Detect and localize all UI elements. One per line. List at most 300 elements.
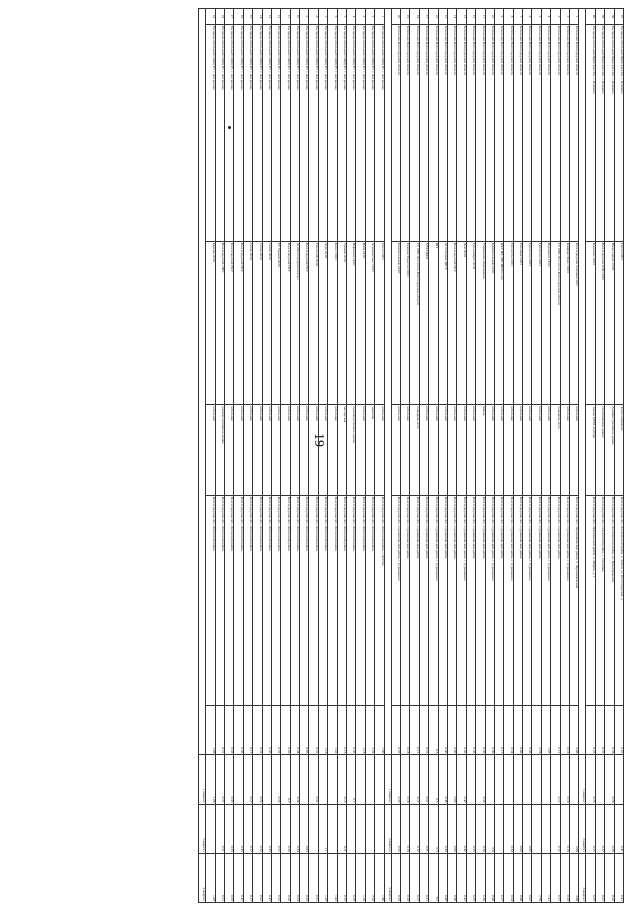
table-row bbox=[457, 9, 466, 903]
table-cell-kind: котельная bbox=[281, 405, 290, 495]
table-cell-kind: здание МТМ, контора bbox=[586, 405, 595, 495]
table-cell-v3: 0.92 bbox=[523, 804, 532, 853]
table-cell-addr: Волгоградская обл., Котовский район bbox=[215, 495, 224, 705]
table-cell-owner: ГУ МЧС России по Волгоградской области bbox=[551, 241, 560, 405]
table-cell-v4: 0.20 bbox=[347, 853, 356, 902]
table-cell-kind: административное здание bbox=[215, 405, 224, 495]
table-cell-addr: Волгоградская обл., Суровикинский район, г. Суровикино bbox=[541, 495, 550, 705]
table-cell-v3: 0.22 bbox=[595, 804, 604, 853]
table-cell-v3 bbox=[494, 804, 503, 853]
table-cell-v1: 0.20 bbox=[347, 706, 356, 755]
table-cell-kind: котельная bbox=[419, 405, 428, 495]
table-cell-type: Котельная Волгоградской области bbox=[391, 24, 400, 241]
table-cell-kind: котельная bbox=[234, 405, 243, 495]
table-cell-owner: Коммунальщик ООО bbox=[391, 241, 400, 405]
table-cell-kind: котельная bbox=[206, 405, 215, 495]
table-cell-kind: котельная bbox=[262, 405, 271, 495]
table-cell-type: Распределительный САИД РС с. Антропово bbox=[365, 24, 374, 241]
quarter-header-cell: 1 квартал bbox=[199, 755, 206, 804]
table-cell-addr: Волгоградская обл., Ольховский район, с. Ольховка bbox=[595, 495, 604, 705]
table-row bbox=[328, 9, 337, 903]
table-cell-v3: 0.63 bbox=[300, 804, 309, 853]
table-cell-owner: Теплосеть ООО bbox=[504, 241, 513, 405]
quarter-header-row bbox=[199, 9, 206, 903]
table-cell-v3: 0.5 bbox=[429, 804, 438, 853]
table-cell-v2: 0.40 bbox=[438, 755, 447, 804]
table-cell-v4: 1.41 bbox=[541, 853, 550, 902]
table-row bbox=[523, 9, 532, 903]
table-row bbox=[541, 9, 550, 903]
table-cell-v1: 0.34 bbox=[290, 706, 299, 755]
table-cell-v4: 1.06 bbox=[206, 853, 215, 902]
table-cell-v2 bbox=[365, 755, 374, 804]
table-cell-v2: 0.25 bbox=[586, 755, 595, 804]
table-cell-v3: 0.35 bbox=[466, 804, 475, 853]
table-cell-addr: Волгоградская обл., Суровикинский район bbox=[532, 495, 541, 705]
table-cell-v1: 3.88 bbox=[570, 706, 579, 755]
table-cell-owner: Югра Сервис ООО bbox=[605, 241, 614, 405]
table-row bbox=[281, 9, 290, 903]
table-cell-v2 bbox=[356, 755, 365, 804]
quarter-header-cell: 2 квартал bbox=[579, 804, 586, 853]
table-cell-kind: котельная bbox=[300, 405, 309, 495]
quarter-header-cell: 3 квартал bbox=[384, 853, 391, 902]
table-cell-v1: 0.01 bbox=[614, 706, 623, 755]
table-row bbox=[595, 9, 604, 903]
table-body bbox=[199, 9, 624, 903]
table-cell-type: Распределительный САИД РС с. Антропово bbox=[224, 24, 233, 241]
table-cell-kind: котельная bbox=[309, 405, 318, 495]
table-cell-v4: 0.45 bbox=[234, 853, 243, 902]
table-cell-type: Распределительный Пермская Обл. с. Комнаты bbox=[595, 24, 604, 241]
table-cell-v4: 0.63 bbox=[300, 853, 309, 902]
table-row bbox=[605, 9, 614, 903]
table-cell-v2: 0.42 bbox=[457, 755, 466, 804]
table-cell-v1: 0.35 bbox=[466, 706, 475, 755]
table-cell-owner: Нефтяник ООО bbox=[347, 241, 356, 405]
table-row bbox=[271, 9, 280, 903]
table-cell-type: Котельная Волгоградской области bbox=[466, 24, 475, 241]
table-cell-v2 bbox=[532, 755, 541, 804]
table-cell-owner: Нива ООО bbox=[356, 241, 365, 405]
table-cell-v1: 1.80 bbox=[375, 706, 384, 755]
table-cell-n: 3 bbox=[356, 9, 365, 25]
table-cell-v4: 0.16 bbox=[560, 853, 569, 902]
quarter-header-spacer bbox=[579, 9, 586, 755]
table-row bbox=[262, 9, 271, 903]
table-cell-owner: ГУ МЧС России по Волгоградской области bbox=[410, 241, 419, 405]
table-cell-addr: Волгоградская обл., Котовский район bbox=[318, 495, 327, 705]
table-cell-v3: 3.88 bbox=[570, 804, 579, 853]
table-cell-type: Распределительный САИД РС с. Антропово bbox=[300, 24, 309, 241]
table-cell-v2: 0.22 bbox=[253, 755, 262, 804]
table-cell-type: Котельная Волгоградской области bbox=[457, 24, 466, 241]
table-cell-kind: котельная bbox=[375, 405, 384, 495]
table-cell-addr: Волгоградская обл., Суровикинский район bbox=[410, 495, 419, 705]
table-cell-owner: ЕТ Урожай ООО bbox=[271, 241, 280, 405]
table-cell-v2 bbox=[494, 755, 503, 804]
table-cell-type: Котельная Волгоградской области bbox=[485, 24, 494, 241]
table-row bbox=[551, 9, 560, 903]
table-cell-n: 19 bbox=[401, 9, 410, 25]
table-cell-v1: 0.20 bbox=[281, 706, 290, 755]
scanned-sheet bbox=[8, 8, 632, 901]
table-cell-owner: Водоканал ООО bbox=[541, 241, 550, 405]
table-cell-owner: Агрокомплекс ООО bbox=[365, 241, 374, 405]
table-cell-kind: котельная bbox=[243, 405, 252, 495]
table-cell-type: Распределительный Пермская Обл. с. Комнаты bbox=[586, 24, 595, 241]
table-row bbox=[614, 9, 623, 903]
table-cell-n: 8 bbox=[309, 9, 318, 25]
table-cell-owner: Теплоснаб ООО bbox=[309, 241, 318, 405]
table-cell-v3: 1.1 bbox=[318, 804, 327, 853]
table-cell-n: 15 bbox=[243, 9, 252, 25]
table-cell-n: 11 bbox=[281, 9, 290, 25]
table-row bbox=[560, 9, 569, 903]
table-cell-v3: 0.33 bbox=[224, 804, 233, 853]
table-cell-v2: 0.31 bbox=[309, 755, 318, 804]
table-cell-type: Распределительный САИД РС с. Антропово bbox=[337, 24, 346, 241]
quarter-header-cell: 1 квартал bbox=[579, 755, 586, 804]
table-cell-v4: 0.92 bbox=[523, 853, 532, 902]
table-cell-type: Распределительный САИД РС с. Антропово bbox=[328, 24, 337, 241]
table-cell-owner: Комфорт Плюс ООО bbox=[560, 241, 569, 405]
table-row bbox=[504, 9, 513, 903]
table-cell-addr: Волгоградская обл., Суровикинский район bbox=[438, 495, 447, 705]
table-cell-v3: 0.34 bbox=[290, 804, 299, 853]
table-cell-v2 bbox=[595, 755, 604, 804]
table-cell-v4: 1.18 bbox=[356, 853, 365, 902]
table-cell-owner: Волгоградская ОЭК ООО bbox=[595, 241, 604, 405]
table-cell-owner: Управление образования bbox=[476, 241, 485, 405]
table-cell-n: 16 bbox=[234, 9, 243, 25]
table-cell-kind: котельная bbox=[318, 405, 327, 495]
quarter-header-spacer bbox=[384, 9, 391, 755]
table-cell-n: 16 bbox=[429, 9, 438, 25]
table-cell-v3: 0.45 bbox=[262, 804, 271, 853]
table-cell-type: Распределительный Пермская Обл. с. Комнаты bbox=[614, 24, 623, 241]
table-cell-v4: 0.31 bbox=[309, 853, 318, 902]
table-cell-v1: 0.60 bbox=[513, 706, 522, 755]
table-cell-v2 bbox=[234, 755, 243, 804]
table-cell-v2: 0.12 bbox=[551, 755, 560, 804]
table-cell-type: Котельная Волгоградской области bbox=[419, 24, 428, 241]
table-cell-type: Распределительный САИД РС с. Антропово bbox=[262, 24, 271, 241]
table-cell-v3 bbox=[365, 804, 374, 853]
table-cell-v2: 0.26 bbox=[605, 755, 614, 804]
table-cell-owner: ИП bbox=[429, 241, 438, 405]
table-cell-v1: 0.17 bbox=[494, 706, 503, 755]
table-cell-v3: 0.12 bbox=[410, 804, 419, 853]
table-cell-v1: 0.15 bbox=[337, 706, 346, 755]
table-cell-v3: 0.60 bbox=[447, 804, 456, 853]
table-cell-addr: Волгоградская обл., Котовский район bbox=[234, 495, 243, 705]
table-cell-v2 bbox=[570, 755, 579, 804]
table-cell-kind: котельная bbox=[290, 405, 299, 495]
table-cell-type: Котельная Волгоградской области bbox=[438, 24, 447, 241]
table-row bbox=[309, 9, 318, 903]
table-cell-v1: 0.33 bbox=[224, 706, 233, 755]
table-cell-n: 1 bbox=[375, 9, 384, 25]
table-cell-v4: 0.60 bbox=[513, 853, 522, 902]
table-row bbox=[438, 9, 447, 903]
table-cell-owner: Сигма ООО bbox=[262, 241, 271, 405]
table-cell-v3: 0.40 bbox=[438, 804, 447, 853]
table-cell-type: Распределительный САИД РС с. Антропово bbox=[271, 24, 280, 241]
table-cell-type: Распределительный САИД РС с. Антропово bbox=[375, 24, 384, 241]
table-cell-addr: Волгоградская обл., Суровикинский район, г. Суровикино bbox=[504, 495, 513, 705]
table-cell-type: Распределительный САИД РС с. Антропово bbox=[234, 24, 243, 241]
page-number: 19 bbox=[311, 433, 326, 447]
table-cell-n: 6 bbox=[523, 9, 532, 25]
table-cell-type: Распределительный САИД РС с. Антропово bbox=[206, 24, 215, 241]
quarter-header-cell: 1 квартал bbox=[384, 755, 391, 804]
table-cell-owner: Волгоградский ГКУ bbox=[234, 241, 243, 405]
table-cell-v3: 0.11 bbox=[337, 804, 346, 853]
table-cell-n: 12 bbox=[271, 9, 280, 25]
table-cell-kind: котельная bbox=[513, 405, 522, 495]
table-cell-v3: 0.51 bbox=[419, 804, 428, 853]
table-cell-owner: Березка ООО bbox=[206, 241, 215, 405]
table-cell-v4: 0.12 bbox=[410, 853, 419, 902]
table-cell-v2: 0.16 bbox=[560, 755, 569, 804]
table-cell-type: Распределительный САИД РС с. Антропово bbox=[309, 24, 318, 241]
table-cell-v1: 0.63 bbox=[300, 706, 309, 755]
table-cell-v1: 1.06 bbox=[206, 706, 215, 755]
table-cell-v4: 0.17 bbox=[243, 853, 252, 902]
table-row bbox=[391, 9, 400, 903]
table-cell-kind: зерноток bbox=[365, 405, 374, 495]
table-cell-owner: ФКУ ИК УФСИН России bbox=[494, 241, 503, 405]
table-cell-v4: 0.41 bbox=[614, 853, 623, 902]
table-cell-n: 10 bbox=[485, 9, 494, 25]
table-cell-type: Котельная Волгоградской области bbox=[532, 24, 541, 241]
table-row bbox=[513, 9, 522, 903]
table-row bbox=[375, 9, 384, 903]
table-cell-n: 3 bbox=[551, 9, 560, 25]
table-cell-owner: Тепло ООО bbox=[614, 241, 623, 405]
table-cell-v4: 0.17 bbox=[551, 853, 560, 902]
table-cell-type: Котельная Волгоградской области bbox=[429, 24, 438, 241]
table-cell-v1: 0.45 bbox=[262, 706, 271, 755]
table-cell-type: Распределительный САИД РС с. Антропово bbox=[347, 24, 356, 241]
table-cell-v2: 0.18 bbox=[401, 755, 410, 804]
table-cell-addr: Волгоградская обл., Чернышковский район, п. Чернышковский bbox=[570, 495, 579, 705]
rotated-table-container bbox=[16, 8, 624, 903]
table-cell-v2: 0.2 bbox=[281, 755, 290, 804]
table-cell-kind: котельная bbox=[356, 405, 365, 495]
table-cell-addr: Волгоградская обл., Суровикинский район bbox=[401, 495, 410, 705]
table-cell-v4: 0.33 bbox=[224, 853, 233, 902]
table-cell-v2: 0.2 bbox=[347, 755, 356, 804]
table-cell-v3: 0.60 bbox=[513, 804, 522, 853]
table-cell-n: 18 bbox=[410, 9, 419, 25]
quarter-header-cell: 3 квартал bbox=[199, 853, 206, 902]
table-cell-v4: 0.51 bbox=[419, 853, 428, 902]
table-cell-kind: котельная bbox=[438, 405, 447, 495]
table-cell-type: Распределительный САИД РС с. Антропово bbox=[290, 24, 299, 241]
table-cell-kind: котельная bbox=[429, 405, 438, 495]
table-cell-kind: мастерская bbox=[337, 405, 346, 495]
table-row bbox=[476, 9, 485, 903]
table-row bbox=[365, 9, 374, 903]
table-cell-kind: котельная bbox=[541, 405, 550, 495]
table-cell-kind: производственное здание bbox=[347, 405, 356, 495]
table-cell-kind: пожарная часть bbox=[551, 405, 560, 495]
quarter-header-spacer bbox=[199, 9, 206, 755]
table-cell-v3: 0.34 bbox=[504, 804, 513, 853]
table-cell-v4: 0.15 bbox=[337, 853, 346, 902]
table-cell-kind: Теплоснабжение bbox=[614, 405, 623, 495]
table-cell-v4: 0.22 bbox=[595, 853, 604, 902]
table-cell-v2 bbox=[614, 755, 623, 804]
table-cell-v2 bbox=[328, 755, 337, 804]
table-cell-v4: 0.17 bbox=[494, 853, 503, 902]
table-cell-kind: котельная bbox=[271, 405, 280, 495]
table-cell-owner: Волгоградский ГКУ bbox=[281, 241, 290, 405]
table-cell-type: Котельная Волгоградской области bbox=[476, 24, 485, 241]
table-cell-kind: пожарная часть bbox=[410, 405, 419, 495]
table-cell-n: 14 bbox=[447, 9, 456, 25]
table-cell-kind: котельная bbox=[532, 405, 541, 495]
table-cell-addr: Волгоградская обл., Котовский район bbox=[206, 495, 215, 705]
table-cell-type: Распределительный САИД РС с. Антропово bbox=[281, 24, 290, 241]
table-cell-v1: 0.30 bbox=[476, 706, 485, 755]
table-row bbox=[290, 9, 299, 903]
table-cell-owner: Волгоградская тепловая ООО bbox=[570, 241, 579, 405]
table-cell-owner: Тепло ООО bbox=[375, 241, 384, 405]
table-cell-v1: 0.42 bbox=[457, 706, 466, 755]
table-cell-type: Котельная Волгоградской области bbox=[551, 24, 560, 241]
table-cell-v4: 0.40 bbox=[438, 853, 447, 902]
table-cell-owner: Агро ООО bbox=[318, 241, 327, 405]
table-cell-type: Распределительный САИД РС с. Антропово bbox=[356, 24, 365, 241]
table-cell-owner: Газпром Трансгаз ООО bbox=[401, 241, 410, 405]
table-cell-v4: 0.22 bbox=[253, 853, 262, 902]
table-cell-kind: котельная bbox=[457, 405, 466, 495]
table-row bbox=[410, 9, 419, 903]
table-cell-type: Распределительный САИД РС с. Антропово bbox=[243, 24, 252, 241]
quarter-header-cell: 3 квартал bbox=[579, 853, 586, 902]
table-cell-v3: 0.16 bbox=[560, 804, 569, 853]
table-cell-n: 13 bbox=[262, 9, 271, 25]
table-row bbox=[347, 9, 356, 903]
table-cell-v3: 0.8 bbox=[485, 804, 494, 853]
table-cell-addr: Волгоградская обл., Котовский район bbox=[290, 495, 299, 705]
table-cell-v3: 0.42 bbox=[457, 804, 466, 853]
table-cell-n: 9 bbox=[300, 9, 309, 25]
table-row bbox=[586, 9, 595, 903]
table-cell-v2 bbox=[300, 755, 309, 804]
table-cell-addr: Волгоградская обл., Котовский район bbox=[337, 495, 346, 705]
table-row bbox=[300, 9, 309, 903]
table-cell-v4: 0.26 bbox=[605, 853, 614, 902]
table-cell-v4: 0.90 bbox=[485, 853, 494, 902]
table-cell-n: 4 bbox=[347, 9, 356, 25]
table-row bbox=[253, 9, 262, 903]
table-cell-addr: Волгоградская обл., Котовский район, г. Котово bbox=[375, 495, 384, 705]
table-cell-owner: МУП ЖКХ bbox=[419, 241, 428, 405]
table-row bbox=[318, 9, 327, 903]
table-cell-n: 6 bbox=[328, 9, 337, 25]
quarter-header-row bbox=[579, 9, 586, 903]
table-cell-v4: 0.35 bbox=[466, 853, 475, 902]
table-cell-type: Котельная Волгоградской области bbox=[494, 24, 503, 241]
table-cell-v2: 1.06 bbox=[206, 755, 215, 804]
table-cell-owner: Тепловик ООО bbox=[513, 241, 522, 405]
table-cell-n: 17 bbox=[419, 9, 428, 25]
table-cell-addr: Волгоградская обл., Суровикинский район bbox=[466, 495, 475, 705]
table-row bbox=[356, 9, 365, 903]
table-cell-type: Котельная Волгоградской области bbox=[523, 24, 532, 241]
table-cell-addr: Волгоградская обл., Котовский район bbox=[309, 495, 318, 705]
table-cell-addr: Волгоградская обл., Котовский район bbox=[271, 495, 280, 705]
data-table bbox=[198, 8, 624, 903]
table-cell-v4: 0.5 bbox=[429, 853, 438, 902]
table-cell-v3: 0.18 bbox=[401, 804, 410, 853]
table-cell-owner: Сигма ООО bbox=[243, 241, 252, 405]
table-cell-kind: Административное здание bbox=[605, 405, 614, 495]
table-cell-v2: 0.12 bbox=[410, 755, 419, 804]
table-cell-addr: Волгоградская обл., Суровикинский район bbox=[476, 495, 485, 705]
table-cell-v1: 0.60 bbox=[447, 706, 456, 755]
table-cell-type: Распределительный САИД РС с. Антропово bbox=[253, 24, 262, 241]
table-cell-v2 bbox=[262, 755, 271, 804]
table-cell-v1: 0.90 bbox=[485, 706, 494, 755]
table-cell-v2: 0.51 bbox=[419, 755, 428, 804]
table-cell-n: 2 bbox=[365, 9, 374, 25]
table-cell-type: Котельная Волгоградской области bbox=[560, 24, 569, 241]
table-cell-v3 bbox=[541, 804, 550, 853]
table-cell-v4: 1.80 bbox=[375, 853, 384, 902]
table-cell-addr: Волгоградская обл., Котовский район bbox=[347, 495, 356, 705]
table-cell-n: 13 bbox=[457, 9, 466, 25]
table-cell-v4: 0.20 bbox=[281, 853, 290, 902]
table-cell-v4: 0.60 bbox=[447, 853, 456, 902]
table-cell-addr: Волгоградская обл., Калачевский район, х. Зимин, ул. Волгоградская, д. bbox=[614, 495, 623, 705]
table-cell-v4: 0.30 bbox=[476, 853, 485, 902]
table-cell-owner: Колос ООО bbox=[328, 241, 337, 405]
table-cell-v1: 0.25 bbox=[586, 706, 595, 755]
table-cell-v2: 0.22 bbox=[271, 755, 280, 804]
table-cell-v2 bbox=[485, 755, 494, 804]
table-cell-owner: Сигма ООО bbox=[253, 241, 262, 405]
table-cell-n: 11 bbox=[476, 9, 485, 25]
table-cell-v3 bbox=[309, 804, 318, 853]
quarter-header-cell: 2 квартал bbox=[199, 804, 206, 853]
table-cell-n: 15 bbox=[438, 9, 447, 25]
table-cell-addr: Волгоградская обл., Суровикинский район bbox=[551, 495, 560, 705]
table-cell-addr: Волгоградская обл., Суровикинский район, г. Суровикино bbox=[523, 495, 532, 705]
table-row bbox=[419, 9, 428, 903]
table-cell-type: Котельная Волгоградской области bbox=[447, 24, 456, 241]
table-cell-addr: Волгоградская обл., Котовский район bbox=[356, 495, 365, 705]
table-cell-addr: Волгоградская обл., Суровикинский район bbox=[447, 495, 456, 705]
table-cell-v2: 0.33 bbox=[224, 755, 233, 804]
table-cell-n: 5 bbox=[532, 9, 541, 25]
table-cell-addr: Волгоградская обл., Суровикинский район bbox=[419, 495, 428, 705]
table-cell-v1: 0.18 bbox=[401, 706, 410, 755]
table-cell-n: 2 bbox=[560, 9, 569, 25]
table-cell-owner: Урожай ООО bbox=[337, 241, 346, 405]
table-cell-v1: 0.5 bbox=[429, 706, 438, 755]
table-cell-owner: Волгоградский ГКУ bbox=[300, 241, 309, 405]
table-cell-kind: котельная bbox=[447, 405, 456, 495]
table-cell-v2 bbox=[318, 755, 327, 804]
table-cell-v2: 0.17 bbox=[243, 755, 252, 804]
table-cell-addr: Волгоградская обл., Иловлинский район, п. Ширяи, д. 1 bbox=[586, 495, 595, 705]
table-row bbox=[337, 9, 346, 903]
